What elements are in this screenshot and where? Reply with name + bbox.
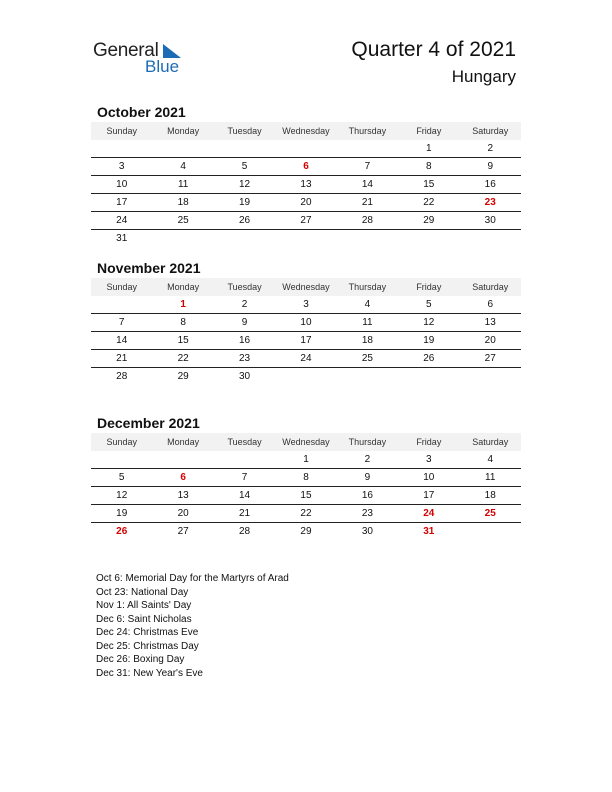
week-row bbox=[91, 296, 521, 314]
holiday-day-cell: 1 bbox=[180, 299, 186, 310]
day-cell: 23 bbox=[361, 508, 373, 519]
weekday-header: Sunday bbox=[106, 437, 137, 447]
day-cell bbox=[152, 230, 213, 247]
week-row bbox=[91, 212, 521, 230]
weekday-header: Tuesday bbox=[227, 126, 262, 136]
day-cell: 7 bbox=[118, 317, 125, 328]
day-cell: 2 bbox=[364, 454, 371, 465]
week-row bbox=[91, 469, 521, 487]
day-cell: 18 bbox=[484, 490, 496, 501]
day-cell: 1 bbox=[426, 143, 432, 154]
day-cell: 5 bbox=[241, 161, 248, 172]
day-cell: 29 bbox=[423, 215, 435, 226]
day-cell: 5 bbox=[118, 472, 125, 483]
weekday-header: Monday bbox=[167, 282, 200, 292]
day-cell bbox=[398, 368, 459, 385]
day-cell: 21 bbox=[361, 197, 373, 208]
week-row bbox=[91, 194, 521, 212]
day-cell: 27 bbox=[484, 353, 496, 364]
day-cell: 17 bbox=[116, 197, 128, 208]
day-cell: 13 bbox=[177, 490, 189, 501]
day-cell bbox=[275, 230, 336, 247]
day-cell: 1 bbox=[303, 454, 309, 465]
day-cell: 16 bbox=[484, 179, 496, 190]
month-title: December 2021 bbox=[97, 415, 200, 431]
day-cell: 9 bbox=[487, 161, 494, 172]
week-row bbox=[91, 314, 521, 332]
day-cell: 13 bbox=[300, 179, 312, 190]
day-cell: 31 bbox=[116, 233, 128, 244]
week-row bbox=[91, 451, 521, 469]
day-cell: 18 bbox=[361, 335, 373, 346]
weekday-header: Saturday bbox=[472, 282, 509, 292]
day-cell: 15 bbox=[177, 335, 189, 346]
day-cell bbox=[214, 230, 275, 247]
day-cell: 13 bbox=[484, 317, 496, 328]
day-cell: 21 bbox=[116, 353, 128, 364]
day-cell bbox=[275, 368, 336, 385]
weekday-header: Friday bbox=[416, 126, 442, 136]
day-cell: 22 bbox=[300, 508, 312, 519]
weekday-header: Tuesday bbox=[227, 282, 262, 292]
day-cell: 30 bbox=[361, 526, 373, 537]
day-cell: 20 bbox=[484, 335, 496, 346]
holiday-notes bbox=[96, 572, 289, 680]
day-cell: 23 bbox=[238, 353, 251, 364]
day-cell: 7 bbox=[241, 472, 248, 483]
day-cell: 24 bbox=[300, 353, 312, 364]
day-cell bbox=[275, 140, 336, 157]
weekday-header-row bbox=[91, 278, 521, 296]
day-cell: 26 bbox=[238, 215, 251, 226]
weekday-header: Wednesday bbox=[282, 126, 330, 136]
day-cell: 8 bbox=[303, 472, 309, 483]
day-cell: 9 bbox=[364, 472, 371, 483]
day-cell: 14 bbox=[361, 179, 373, 190]
day-cell: 3 bbox=[118, 161, 125, 172]
holiday-day-cell: 24 bbox=[423, 508, 435, 519]
day-cell: 28 bbox=[116, 371, 128, 382]
day-cell: 22 bbox=[423, 197, 435, 208]
weekday-header: Saturday bbox=[472, 437, 509, 447]
day-cell: 20 bbox=[300, 197, 312, 208]
day-cell: 16 bbox=[238, 335, 251, 346]
day-cell: 10 bbox=[116, 179, 128, 190]
logo-text-blue: Blue bbox=[145, 57, 180, 76]
day-cell: 28 bbox=[238, 526, 251, 537]
weekday-header: Saturday bbox=[472, 126, 509, 136]
week-row bbox=[91, 523, 521, 540]
logo-text-general: General bbox=[93, 40, 159, 61]
day-cell bbox=[398, 230, 459, 247]
day-cell bbox=[460, 230, 521, 247]
day-cell: 4 bbox=[364, 299, 371, 310]
country-name: Hungary bbox=[451, 67, 516, 86]
week-row bbox=[91, 140, 521, 158]
holiday-note: Dec 25: Christmas Day bbox=[96, 640, 199, 652]
holiday-note: Dec 6: Saint Nicholas bbox=[96, 613, 192, 625]
weekday-header: Monday bbox=[167, 126, 200, 136]
weekday-header: Monday bbox=[167, 437, 200, 447]
weekday-header: Friday bbox=[416, 282, 442, 292]
holiday-note: Dec 24: Christmas Eve bbox=[96, 627, 199, 638]
day-cell: 11 bbox=[362, 317, 373, 328]
day-cell: 2 bbox=[487, 143, 494, 154]
day-cell bbox=[91, 451, 152, 468]
day-cell: 11 bbox=[177, 179, 189, 190]
month-title: October 2021 bbox=[97, 104, 186, 120]
day-cell: 6 bbox=[487, 299, 494, 310]
day-cell: 8 bbox=[426, 161, 432, 172]
week-row bbox=[91, 350, 521, 368]
day-cell: 16 bbox=[361, 490, 373, 501]
week-row bbox=[91, 368, 521, 385]
day-cell: 10 bbox=[300, 317, 312, 328]
month-november bbox=[91, 258, 521, 385]
month-october bbox=[91, 102, 521, 247]
week-row bbox=[91, 332, 521, 350]
weekday-header: Tuesday bbox=[227, 437, 262, 447]
day-cell bbox=[460, 523, 521, 540]
day-cell: 10 bbox=[423, 472, 435, 483]
day-cell: 2 bbox=[241, 299, 248, 310]
day-cell: 22 bbox=[177, 353, 189, 364]
day-cell: 29 bbox=[177, 371, 189, 382]
week-row bbox=[91, 505, 521, 523]
week-row bbox=[91, 158, 521, 176]
month-title: November 2021 bbox=[97, 260, 201, 276]
day-cell: 20 bbox=[177, 508, 189, 519]
day-cell: 12 bbox=[116, 490, 128, 501]
day-cell bbox=[214, 451, 275, 468]
day-cell: 19 bbox=[423, 335, 435, 346]
day-cell: 17 bbox=[300, 335, 312, 346]
day-cell: 19 bbox=[116, 508, 128, 519]
day-cell: 9 bbox=[241, 317, 248, 328]
weekday-header: Wednesday bbox=[282, 282, 330, 292]
day-cell: 25 bbox=[361, 353, 373, 364]
day-cell: 14 bbox=[116, 335, 128, 346]
day-cell bbox=[152, 140, 213, 157]
weekday-header: Sunday bbox=[106, 282, 137, 292]
day-cell: 29 bbox=[300, 526, 312, 537]
week-row bbox=[91, 176, 521, 194]
day-cell: 15 bbox=[423, 179, 435, 190]
day-cell: 21 bbox=[238, 508, 251, 519]
day-cell bbox=[152, 451, 213, 468]
weekday-header-row bbox=[91, 433, 521, 451]
holiday-day-cell: 6 bbox=[303, 161, 309, 172]
weekday-header: Sunday bbox=[106, 126, 137, 136]
holiday-day-cell: 6 bbox=[180, 472, 186, 483]
day-cell: 27 bbox=[300, 215, 312, 226]
holiday-day-cell: 25 bbox=[484, 508, 496, 519]
holiday-day-cell: 31 bbox=[423, 526, 435, 537]
holiday-note: Nov 1: All Saints' Day bbox=[96, 600, 192, 611]
day-cell bbox=[337, 368, 398, 385]
holiday-note: Dec 26: Boxing Day bbox=[96, 654, 185, 665]
week-row bbox=[91, 487, 521, 505]
day-cell: 3 bbox=[303, 299, 309, 310]
day-cell: 28 bbox=[361, 215, 373, 226]
day-cell: 17 bbox=[423, 490, 435, 501]
day-cell bbox=[460, 368, 521, 385]
day-cell: 19 bbox=[238, 197, 251, 208]
day-cell: 12 bbox=[423, 317, 435, 328]
day-cell: 11 bbox=[485, 472, 496, 483]
weekday-header: Thursday bbox=[348, 282, 387, 292]
holiday-note: Dec 31: New Year's Eve bbox=[96, 667, 203, 679]
day-cell: 8 bbox=[180, 317, 186, 328]
day-cell: 12 bbox=[238, 179, 251, 190]
day-cell: 26 bbox=[423, 353, 435, 364]
day-cell: 30 bbox=[238, 371, 251, 382]
weekday-header-row bbox=[91, 122, 521, 140]
day-cell: 25 bbox=[177, 215, 189, 226]
day-cell: 15 bbox=[300, 490, 312, 501]
day-cell: 27 bbox=[177, 526, 189, 537]
day-cell: 7 bbox=[364, 161, 371, 172]
day-cell: 3 bbox=[426, 454, 432, 465]
day-cell bbox=[337, 140, 398, 157]
holiday-day-cell: 23 bbox=[484, 197, 496, 208]
weekday-header: Thursday bbox=[348, 126, 387, 136]
day-cell bbox=[91, 296, 152, 313]
holiday-day-cell: 26 bbox=[116, 526, 128, 537]
day-cell: 24 bbox=[116, 215, 128, 226]
day-cell bbox=[91, 140, 152, 157]
holiday-note: Oct 23: National Day bbox=[96, 586, 189, 598]
month-december bbox=[91, 413, 521, 540]
weekday-header: Friday bbox=[416, 437, 442, 447]
weekday-header: Thursday bbox=[348, 437, 387, 447]
page-title: Quarter 4 of 2021 bbox=[351, 38, 516, 61]
week-row bbox=[91, 230, 521, 247]
day-cell: 30 bbox=[484, 215, 496, 226]
brand-logo bbox=[93, 40, 193, 80]
day-cell: 4 bbox=[487, 454, 494, 465]
day-cell bbox=[337, 230, 398, 247]
day-cell: 4 bbox=[180, 161, 186, 172]
weekday-header: Wednesday bbox=[282, 437, 330, 447]
day-cell: 18 bbox=[177, 197, 189, 208]
day-cell: 14 bbox=[238, 490, 251, 501]
holiday-note: Oct 6: Memorial Day for the Martyrs of Arad bbox=[96, 573, 289, 584]
day-cell bbox=[214, 140, 275, 157]
day-cell: 5 bbox=[426, 299, 432, 310]
